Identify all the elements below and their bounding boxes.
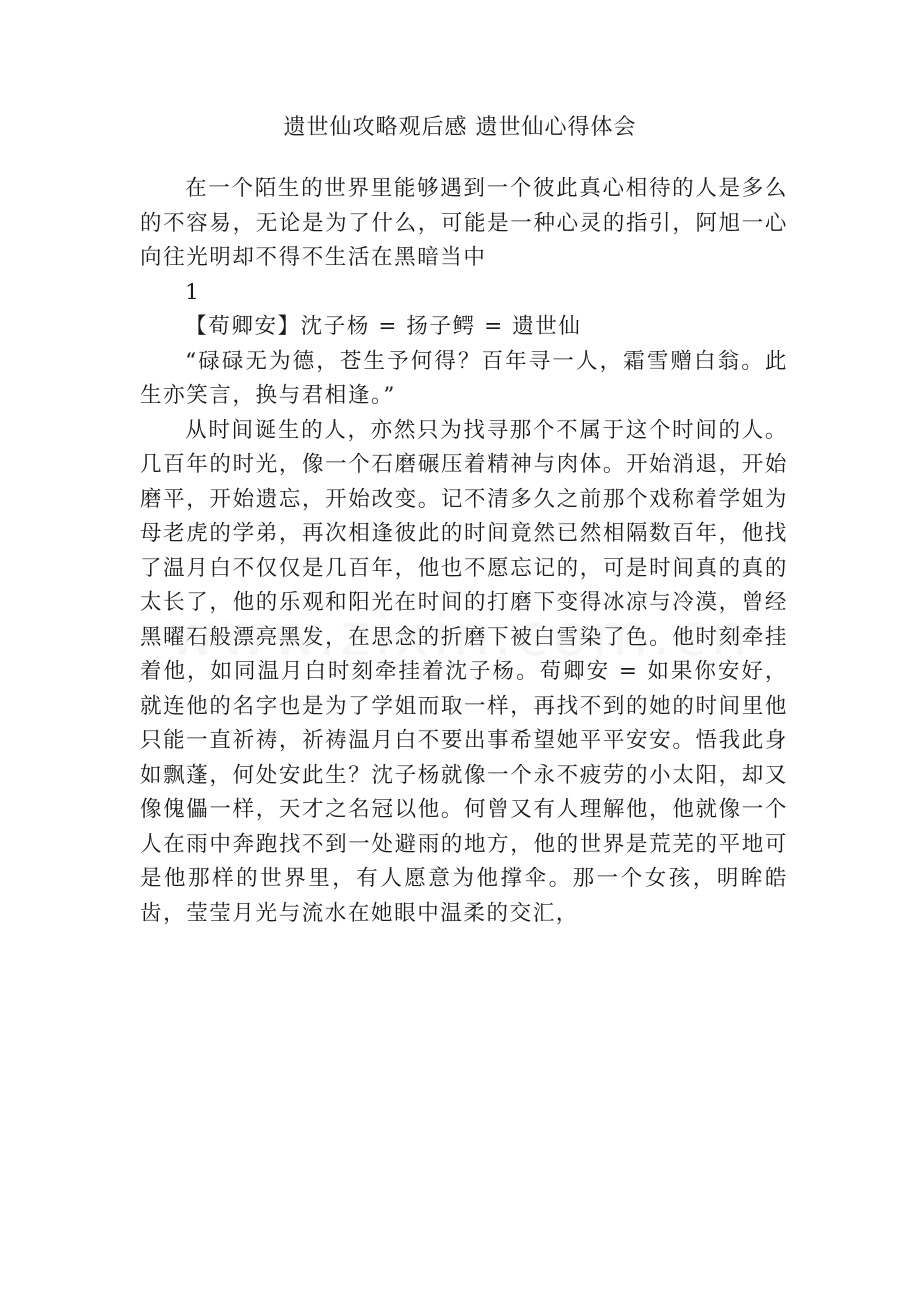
- paragraph-intro: 在一个陌生的世界里能够遇到一个彼此真心相待的人是多么的不容易，无论是为了什么，可能是一种心灵的指引，阿旭一心向往光明却不得不生活在黑暗当中: [140, 176, 788, 270]
- paragraph-heading: 【荀卿安】沈子杨 = 扬子鳄 = 遗世仙: [185, 314, 582, 339]
- paragraph-poem: “碌碌无为德，苍生予何得？百年寻一人，霜雪赠白翁。此生亦笑言，换与君相逢。”: [140, 348, 788, 408]
- paragraph-body: 从时间诞生的人，亦然只为找寻那个不属于这个时间的人。几百年的时光，像一个石磨碾压着精神与肉体。开始消退，开始磨平，开始遗忘，开始改变。记不清多久之前那个戏称着学姐为母老虎的学弟，再次相逢彼此的时间竟然已然相隔数百年，他找了温月白不仅仅是几百年，他也不愿忘记的，可是时间真的真的太长了，他的乐观和阳光在时间的打磨下变得冰凉与冷漠，曾经黑曜石般漂亮黑发，在思念的折磨下被白雪染了色。他时刻牵挂着他，如同温月白时刻牵挂着沈子杨。荀卿安 = 如果你安好，就连他的名字也是为了学姐而取一样，再找不到的她的时间里他只能一直祈祷，祈祷温月白不要出事希望她平平安安。悟我此身如飘蓬，何处安此生？沈子杨就像一个永不疲劳的小太阳，却又像傀儡一样，天才之名冠以他。何曾又有人理解他，他就像一个人在雨中奔跑找不到一处避雨的地方，他的世界是荒芜的平地可是他那样的世界里，有人愿意为他撑伞。那一个女孩，明眸皓齿，莹莹月光与流水在她眼中温柔的交汇，: [140, 417, 788, 926]
- paragraph-number: 1: [185, 279, 201, 305]
- document-title: 遗世仙攻略观后感 遗世仙心得体会: [283, 115, 637, 140]
- document-body: [140, 172, 788, 931]
